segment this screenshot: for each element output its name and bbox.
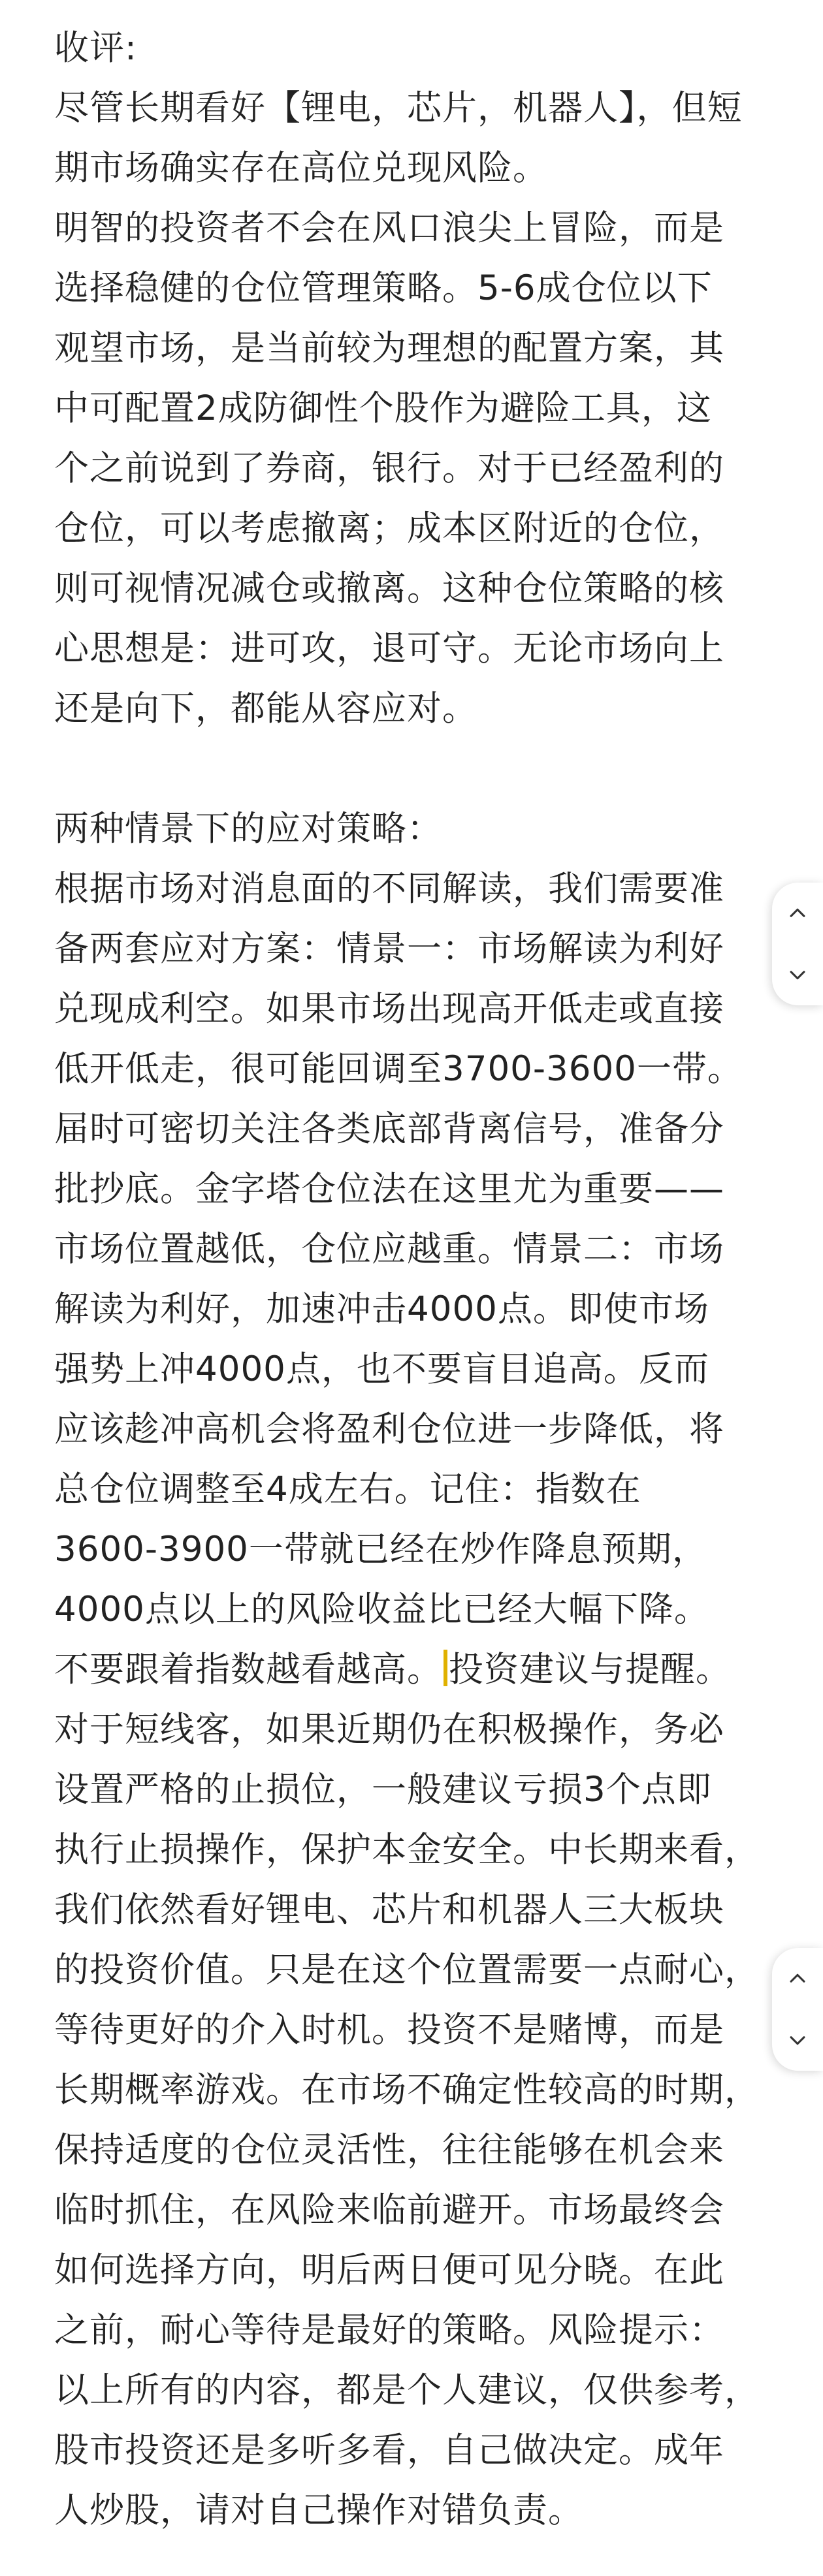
article-line: 之前，耐心等待是最好的策略。风险提示： [54,2310,724,2350]
article-line: 4000点以上的风险收益比已经大幅下降。 [54,1590,709,1629]
paragraph-gap [54,739,786,799]
article-line: 兑现成利空。如果市场出现高开低走或直接 [54,989,724,1029]
scroll-up-button[interactable] [772,883,823,944]
article-line: 对于短线客，如果近期仍在积极操作，务必 [54,1710,724,1750]
article-line: 尽管长期看好【锂电，芯片，机器人】，但短 [54,88,743,128]
article-line: 执行止损操作，保护本金安全。中长期来看， [54,1830,760,1870]
article-line-head: 不要跟着指数越看越高。 [54,1650,442,1689]
article-line: 以上所有的内容，都是个人建议，仅供参考， [54,2370,760,2410]
article-line: 临时抓住，在风险来临前避开。市场最终会 [54,2190,724,2230]
article-line: 仓位，可以考虑撤离；成本区附近的仓位， [54,509,724,548]
article-line: 中可配置2成防御性个股作为避险工具，这 [54,388,712,428]
article-line: 保持适度的仓位灵活性，往往能够在机会来 [54,2130,724,2170]
article-line: 心思想是：进可攻，退可守。无论市场向上 [54,629,724,668]
scroll-down-button[interactable] [772,944,823,1005]
chevron-down-icon [786,2029,809,2051]
article-line: 设置严格的止损位，一般建议亏损3个点即 [54,1770,712,1810]
article-line: 股市投资还是多听多看，自己做决定。成年 [54,2430,724,2470]
article-body [54,18,786,2541]
article-line: 解读为利好，加速冲击4000点。即使市场 [54,1289,709,1329]
chevron-up-icon [786,902,809,924]
article-line: 个之前说到了券商，银行。对于已经盈利的 [54,448,724,488]
article-line: 明智的投资者不会在风口浪尖上冒险，而是 [54,208,724,248]
article-line: 备两套应对方案：情景一：市场解读为利好 [54,929,724,969]
section-heading: 两种情景下的应对策略： [54,809,442,849]
article-line: 根据市场对消息面的不同解读，我们需要准 [54,869,724,909]
article-line: 等待更好的介入时机。投资不是赌博，而是 [54,2010,724,2050]
article-line: 低开低走，很可能回调至3700-3600一带。 [54,1049,743,1089]
article-line: 应该趁冲高机会将盈利仓位进一步降低，将 [54,1409,724,1449]
chevron-up-icon [786,1968,809,1990]
article-line: 还是向下，都能从容应对。 [54,689,477,729]
scroll-control [772,1948,823,2071]
scroll-control [772,883,823,1005]
text-cursor [444,1650,447,1686]
article-line: 我们依然看好锂电、芯片和机器人三大板块 [54,1890,724,1930]
article-line: 市场位置越低，仓位应越重。情景二：市场 [54,1229,724,1269]
article-line: 届时可密切关注各类底部背离信号，准备分 [54,1109,724,1149]
article-line-with-caret[interactable] [54,1640,786,1700]
article-line: 期市场确实存在高位兑现风险。 [54,148,548,188]
article-line: 强势上冲4000点，也不要盲目追高。反而 [54,1349,709,1389]
chevron-down-icon [786,964,809,986]
article-line: 收评: [54,28,137,68]
scroll-down-button[interactable] [772,2009,823,2071]
article-line: 人炒股，请对自己操作对错负责。 [54,2490,583,2530]
article-line: 3600-3900一带就已经在炒作降息预期， [54,1530,707,1569]
article-line: 观望市场，是当前较为理想的配置方案，其 [54,328,724,368]
article-line-tail: 投资建议与提醒。 [449,1650,731,1689]
article-line: 批抄底。金字塔仓位法在这里尤为重要—— [54,1169,724,1209]
article-line: 的投资价值。只是在这个位置需要一点耐心， [54,1950,760,1990]
article-line: 总仓位调整至4成左右。记住：指数在 [54,1469,641,1509]
article-line: 选择稳健的仓位管理策略。5-6成仓位以下 [54,268,713,308]
scroll-up-button[interactable] [772,1948,823,2009]
article-line: 如何选择方向，明后两日便可见分晓。在此 [54,2250,724,2290]
article-line: 长期概率游戏。在市场不确定性较高的时期， [54,2070,760,2110]
article-line: 则可视情况减仓或撤离。这种仓位策略的核 [54,569,724,608]
